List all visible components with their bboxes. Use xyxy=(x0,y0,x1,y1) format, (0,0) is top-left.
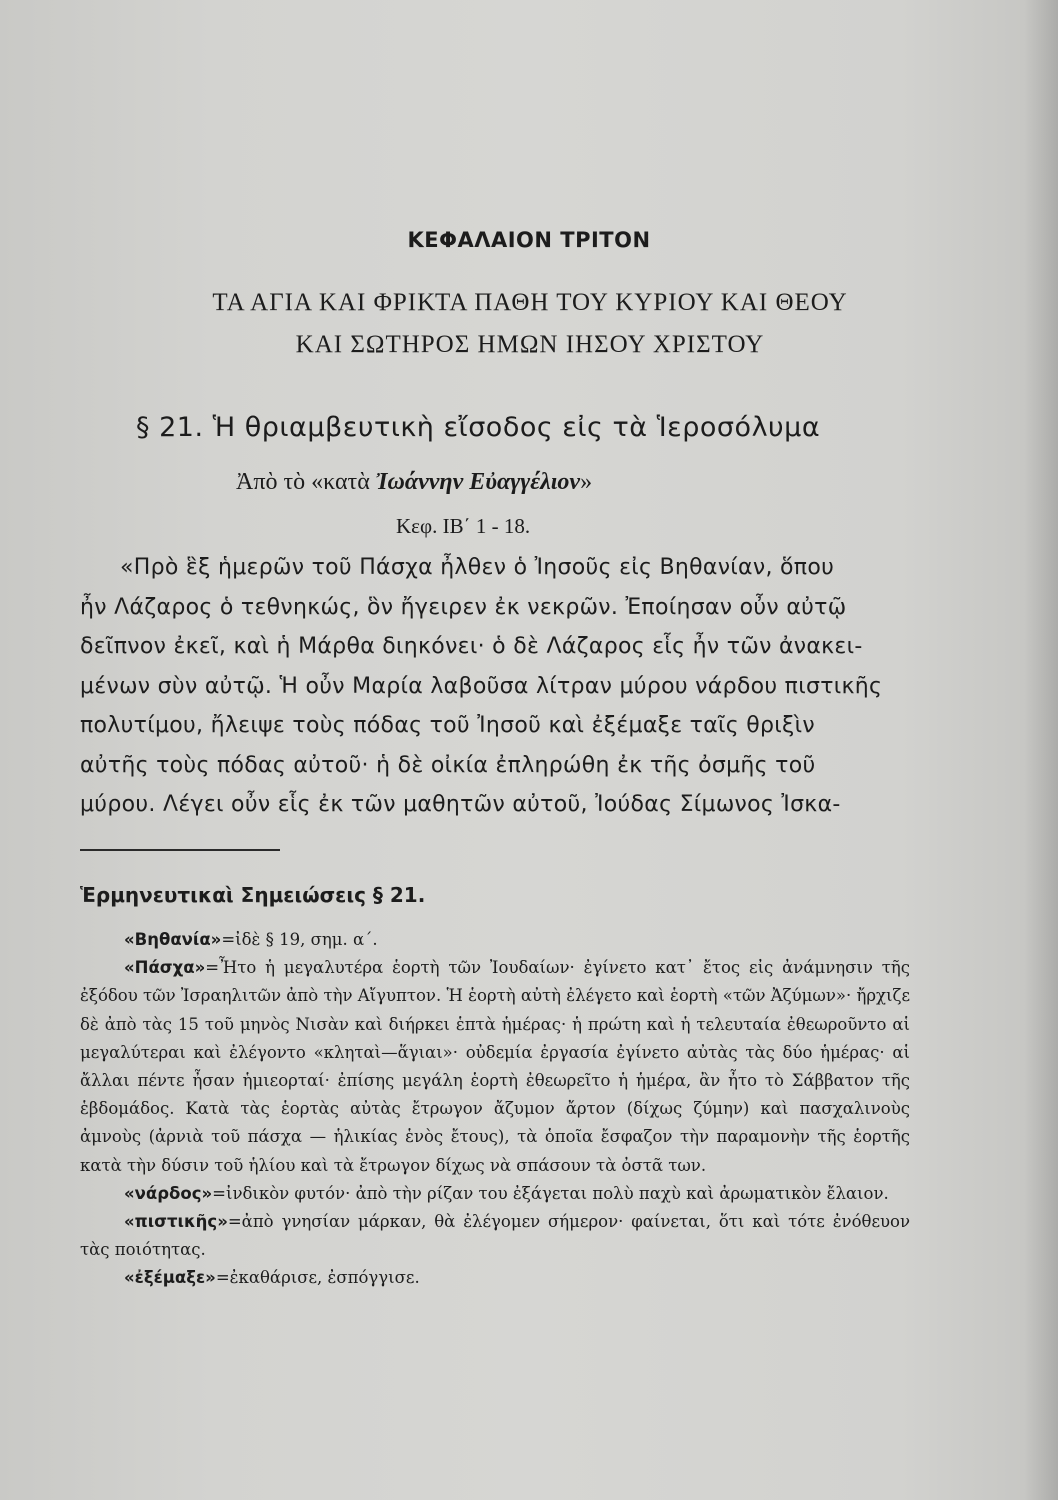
chapter-reference: Κεφ. ΙΒ΄ 1 - 18. xyxy=(396,514,531,538)
note-term: «ἐξέμαξε» xyxy=(124,1268,216,1288)
scripture-line: αὐτῆς τοὺς πόδας αὐτοῦ· ἡ δὲ οἰκία ἐπληρώθη ἐκ τῆς ὀσμῆς τοῦ xyxy=(80,752,816,778)
source-suffix: » xyxy=(580,469,593,495)
note-term: «Πάσχα» xyxy=(124,958,206,978)
note-text: =ἐκαθάρισε, ἐσπόγγισε. xyxy=(215,1268,420,1288)
note-text: =ἀπὸ γνησίαν μάρκαν, θὰ ἐλέγομεν σήμερον· φαίνεται, ὅτι καὶ τότε ἐνόθευον τὰς ποιότητας. xyxy=(80,1212,910,1260)
notes-heading: Ἑρμηνευτικαὶ Σημειώσεις § 21. xyxy=(80,883,426,907)
chapter-title-line-2: ΚΑΙ ΣΩΤΗΡΟΣ ΗΜΩΝ ΙΗΣΟΥ ΧΡΙΣΤΟΥ xyxy=(295,331,765,358)
scripture-line: ἦν Λάζαρος ὁ τεθνηκώς, ὃν ἤγειρεν ἐκ νεκρῶν. Ἐποίησαν οὖν αὐτῷ xyxy=(80,594,847,620)
note-item xyxy=(80,1208,910,1264)
note-term: «πιστικῆς» xyxy=(124,1212,228,1232)
scripture-line: πολυτίμου, ἤλειψε τοὺς πόδας τοῦ Ἰησοῦ καὶ ἐξέμαξε ταῖς θριξὶν xyxy=(80,713,815,738)
scripture-line: μύρου. Λέγει οὖν εἷς ἐκ τῶν μαθητῶν αὐτοῦ, Ἰούδας Σίμωνος Ἰσκα- xyxy=(80,792,841,817)
footnote-divider xyxy=(80,849,280,851)
source-gospel: Ἰωάννην Εὐαγγέλιον xyxy=(375,469,581,495)
section-heading: § 21. Ἡ θριαμβευτικὴ εἴσοδος εἰς τὰ Ἱεροσόλυμα xyxy=(136,412,821,443)
scripture-text xyxy=(80,548,910,825)
chapter-label: ΚΕΦΑΛΑΙΟΝ ΤΡΙΤΟΝ xyxy=(407,228,651,252)
note-item xyxy=(80,1264,910,1292)
note-text: =ἰδὲ § 19, σημ. α΄. xyxy=(221,930,378,949)
scripture-line: μένων σὺν αὐτῷ. Ἡ οὖν Μαρία λαβοῦσα λίτραν μύρου νάρδου πιστικῆς xyxy=(80,673,883,699)
source-line xyxy=(236,469,592,496)
scripture-line: δεῖπνον ἐκεῖ, καὶ ἡ Μάρθα διηκόνει· ὁ δὲ Λάζαρος εἷς ἦν τῶν ἀνακει- xyxy=(80,634,863,659)
chapter-title-line-1: ΤΑ ΑΓΙΑ ΚΑΙ ΦΡΙΚΤΑ ΠΑΘΗ ΤΟΥ ΚΥΡΙΟΥ ΚΑΙ ΘΕΟΥ xyxy=(212,289,848,316)
note-item xyxy=(80,926,910,954)
notes-list xyxy=(80,926,910,1293)
note-text: =ἰνδικὸν φυτόν· ἀπὸ τὴν ρίζαν του ἐξάγεται πολὺ παχὺ καὶ ἀρωματικὸν ἔλαιον. xyxy=(212,1183,889,1203)
source-prefix: Ἀπὸ τὸ «κατὰ xyxy=(236,469,376,495)
note-item xyxy=(80,1180,910,1208)
chapter-title xyxy=(80,282,980,366)
page-edge-shadow xyxy=(1024,0,1058,1500)
note-text: =Ἦτο ἡ μεγαλυτέρα ἑορτὴ τῶν Ἰουδαίων· ἐγίνετο κατ᾽ ἔτος εἰς ἀνάμνησιν τῆς ἐξόδου τῶν Ἰσραηλιτῶν ἀπὸ τὴν Αἴγυπτον. Ἡ ἑορτὴ αὐτὴ ἐλέγετο καὶ ἑορτὴ «τῶν Ἀζύμων»· ἤρχιζε δὲ ἀπὸ τὰς 15 τοῦ μηνὸς Νισὰν καὶ διήρκει ἑπτὰ ἡμέρας· ἡ πρώτη καὶ ἡ τελευταία ἐθεωροῦντο αἱ μεγαλύτεραι καὶ ἐλέγοντο «κληταὶ—ἅγιαι»· οὐδεμία ἐργασία ἐγίνετο αὐτὰς τὰς δύο ἡμέρας· αἱ ἄλλαι πέντε ἦσαν ἡμιεορταί· ἐπίσης μεγάλη ἑορτὴ ἐθεωρεῖτο ἡ ἡμέρα, ἂν ἦτο τὸ Σάββατον τῆς ἑβδομάδος. Κατὰ τὰς ἑορτὰς αὐτὰς ἔτρωγον ἄζυμον ἄρτον (δίχως ζύμην) καὶ πασχαλινοὺς ἀμνοὺς (ἀρνιὰ τοῦ πάσχα — ἡλικίας ἑνὸς ἔτους), τὰ ὁποῖα ἔσφαζον τὴν παραμονὴν τῆς ἑορτῆς κατὰ τὴν δύσιν τοῦ ἡλίου καὶ τὰ ἔτρωγον δίχως νὰ σπάσουν τὰ ὀστᾶ των. xyxy=(80,958,910,1175)
scripture-line: «Πρὸ ἓξ ἡμερῶν τοῦ Πάσχα ἦλθεν ὁ Ἰησοῦς εἰς Βηθανίαν, ὅπου xyxy=(120,555,835,580)
note-item xyxy=(80,954,910,1180)
note-term: «νάρδος» xyxy=(124,1183,213,1203)
note-term: «Βηθανία» xyxy=(124,930,222,949)
